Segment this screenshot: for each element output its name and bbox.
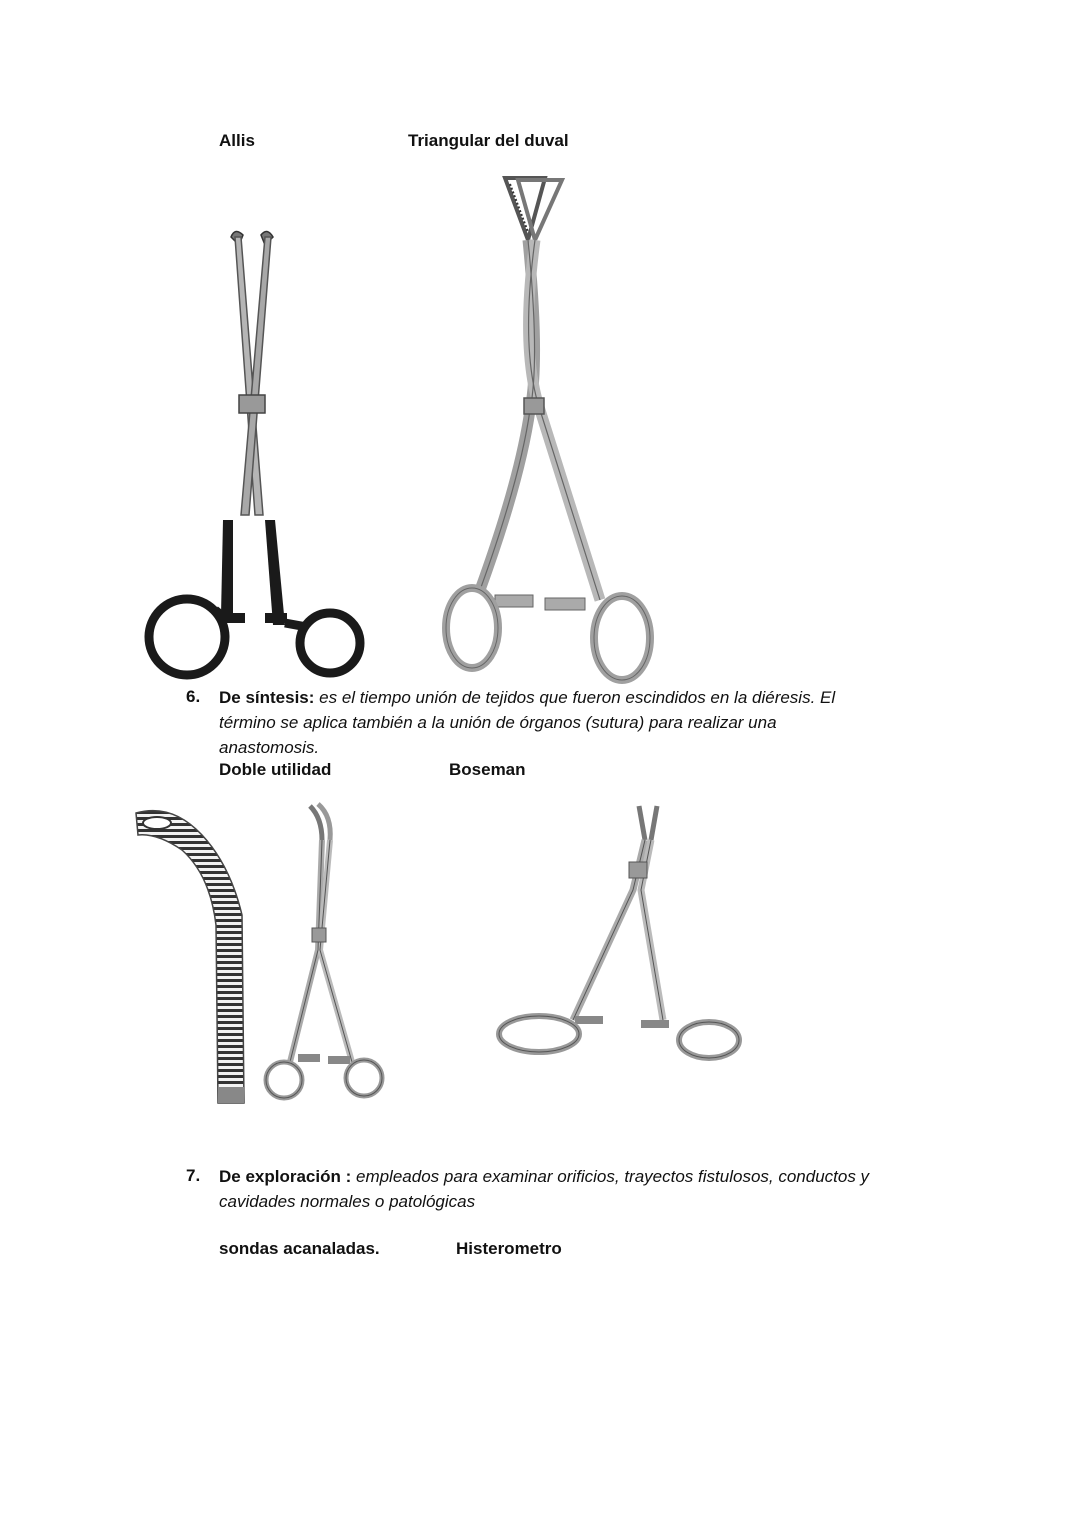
item-7-term: De exploración : (219, 1167, 352, 1186)
item-6-line3: anastomosis. (219, 738, 320, 757)
item-7-number: 7. (186, 1166, 201, 1185)
label-boseman: Boseman (449, 760, 526, 779)
label-sondas-acanaladas: sondas acanaladas. (219, 1239, 380, 1258)
boseman-forceps-icon (493, 800, 753, 1060)
doble-utilidad-forceps-icon (260, 800, 390, 1100)
item-7-line2: cavidades normales o patológicas (219, 1192, 476, 1211)
label-allis: Allis (219, 131, 255, 150)
duval-triangular-forceps-icon (440, 170, 670, 685)
label-histerometro: Histerometro (456, 1239, 562, 1258)
serrated-jaw-closeup-icon (132, 805, 247, 1105)
label-triangular-duval: Triangular del duval (408, 131, 569, 150)
item-6-text (219, 685, 919, 760)
allis-forceps-icon (135, 215, 375, 685)
item-6-line2: término se aplica también a la unión de órganos (sutura) para realizar una (219, 713, 777, 732)
item-6-number: 6. (186, 687, 201, 706)
item-7-text (219, 1164, 939, 1214)
item-7-line1: empleados para examinar orificios, trayectos fistulosos, conductos y (351, 1167, 870, 1186)
label-doble-utilidad: Doble utilidad (219, 760, 332, 779)
item-6-term: De síntesis: (219, 688, 315, 707)
item-6-line1: es el tiempo unión de tejidos que fueron escindidos en la diéresis. El (314, 688, 836, 707)
